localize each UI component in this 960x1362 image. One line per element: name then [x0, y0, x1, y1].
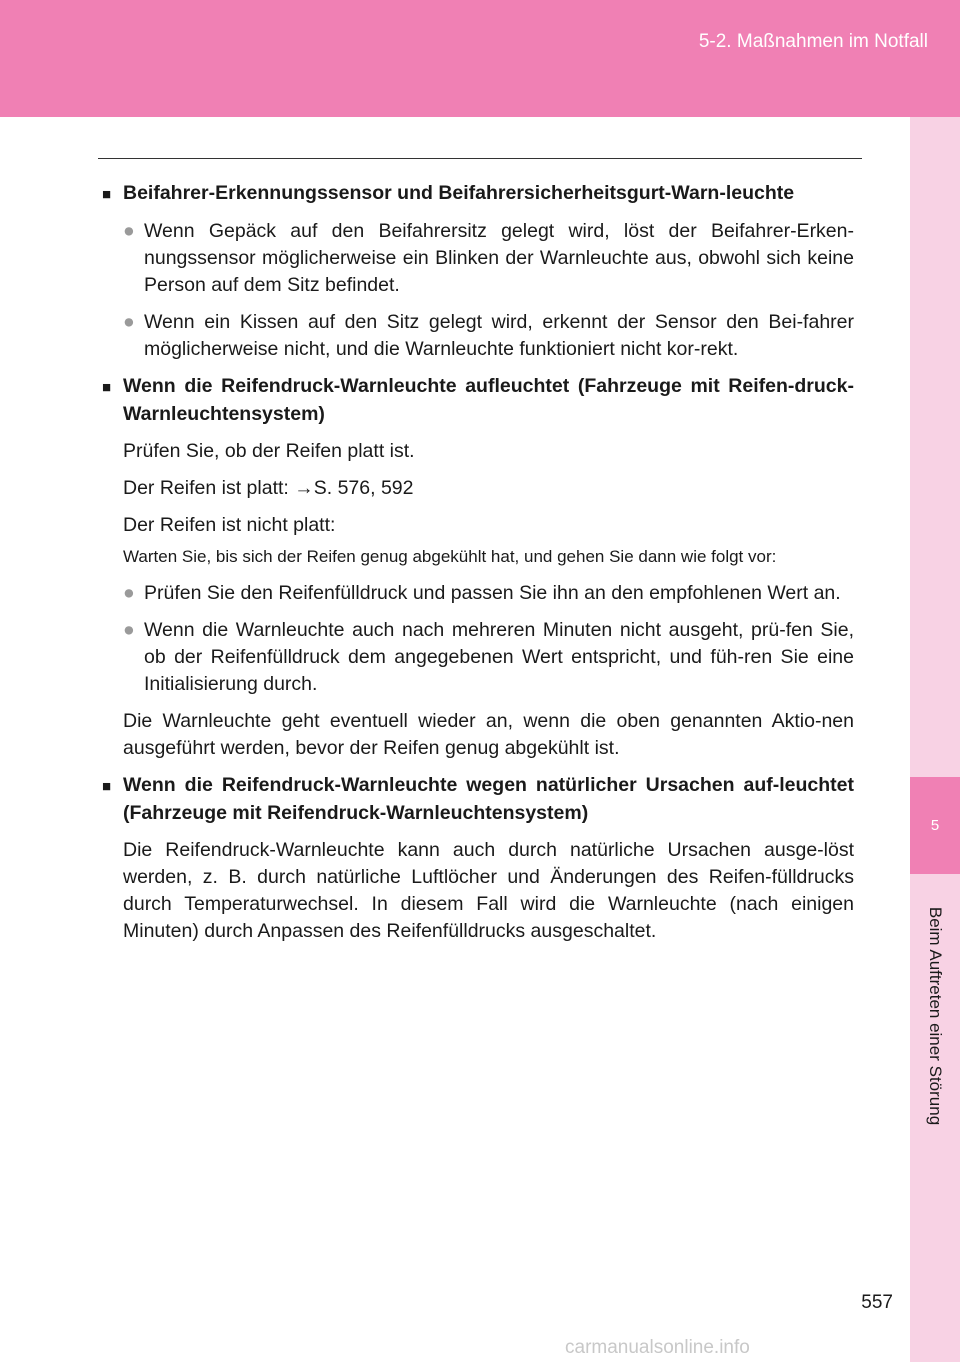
paragraph-page-reference: Der Reifen ist platt: →S. 576, 592: [123, 477, 414, 499]
bullet-text: Wenn Gepäck auf den Beifahrersitz gelegt wird, löst der Beifahrer-Erken-nungssensor möglicherweise ein Blinken der Warnleuchte aus, obwohl sich keine Person auf dem Sitz befindet.: [144, 220, 854, 296]
header-band: [0, 0, 960, 117]
bullet-item: [102, 218, 854, 299]
section-title: 5-2. Maßnahmen im Notfall: [698, 31, 928, 52]
bullet-item: [102, 580, 854, 607]
heading-tire-pressure-warning: [102, 373, 854, 428]
chapter-side-tab: [910, 117, 960, 1362]
heading-text: Wenn die Reifendruck-Warnleuchte aufleuchtet (Fahrzeuge mit Reifen-druck-Warnleuchtensystem): [123, 375, 854, 425]
circle-bullet-icon: ●: [123, 619, 135, 641]
page-content: [102, 180, 854, 955]
paragraph: Der Reifen ist nicht platt:: [123, 514, 336, 536]
paragraph: Die Warnleuchte geht eventuell wieder an, wenn die oben genannten Aktio-nen ausgeführt werden, bevor der Reifen genug abgekühlt ist.: [123, 710, 854, 759]
heading-natural-causes: [102, 772, 854, 827]
bullet-text: Wenn die Warnleuchte auch nach mehreren Minuten nicht ausgeht, prü-fen Sie, ob der Reifenfülldruck dem angegebenen Wert entspricht, und füh-ren Sie eine Initialisierung durch.: [144, 619, 854, 695]
square-bullet-icon: ■: [102, 778, 112, 795]
circle-bullet-icon: ●: [123, 220, 135, 242]
watermark: carmanualsonline.info: [565, 1337, 750, 1358]
bullet-text: Prüfen Sie den Reifenfülldruck und passen Sie ihn an den empfohlenen Wert an.: [144, 582, 841, 604]
circle-bullet-icon: ●: [123, 582, 135, 604]
square-bullet-icon: ■: [102, 379, 112, 396]
heading-text: Wenn die Reifendruck-Warnleuchte wegen natürlicher Ursachen auf-leuchtet (Fahrzeuge mit Reifendruck-Warnleuchtensystem): [123, 774, 854, 824]
circle-bullet-icon: ●: [123, 311, 135, 333]
bullet-item: [102, 309, 854, 363]
paragraph: Die Reifendruck-Warnleuchte kann auch durch natürliche Ursachen ausge-löst werden, z. B. durch natürliche Luftlöcher und Änderungen des Reifen-fülldrucks durch Temperaturwechsel. In diesem Fall wird die Warnleuchte (nach einigen Minuten) durch Anpassen des Reifenfülldrucks ausgeschaltet.: [123, 839, 854, 942]
paragraph-small: Warten Sie, bis sich der Reifen genug abgekühlt hat, und gehen Sie dann wie folgt vor:: [123, 547, 777, 566]
chapter-number: 5: [910, 777, 960, 874]
chapter-title: Beim Auftreten einer Störung: [926, 906, 945, 1126]
heading-text: Beifahrer-Erkennungssensor und Beifahrersicherheitsgurt-Warn-leuchte: [123, 182, 795, 204]
paragraph: Prüfen Sie, ob der Reifen platt ist.: [123, 440, 415, 462]
bullet-text: Wenn ein Kissen auf den Sitz gelegt wird, erkennt der Sensor den Bei-fahrer möglicherweise nicht, und die Warnleuchte funktioniert nicht kor-rekt.: [144, 311, 854, 360]
bullet-item: [102, 617, 854, 698]
square-bullet-icon: ■: [102, 186, 112, 203]
heading-passenger-sensor: [102, 180, 854, 208]
top-divider: [98, 158, 862, 159]
page-number: 557: [861, 1292, 893, 1313]
